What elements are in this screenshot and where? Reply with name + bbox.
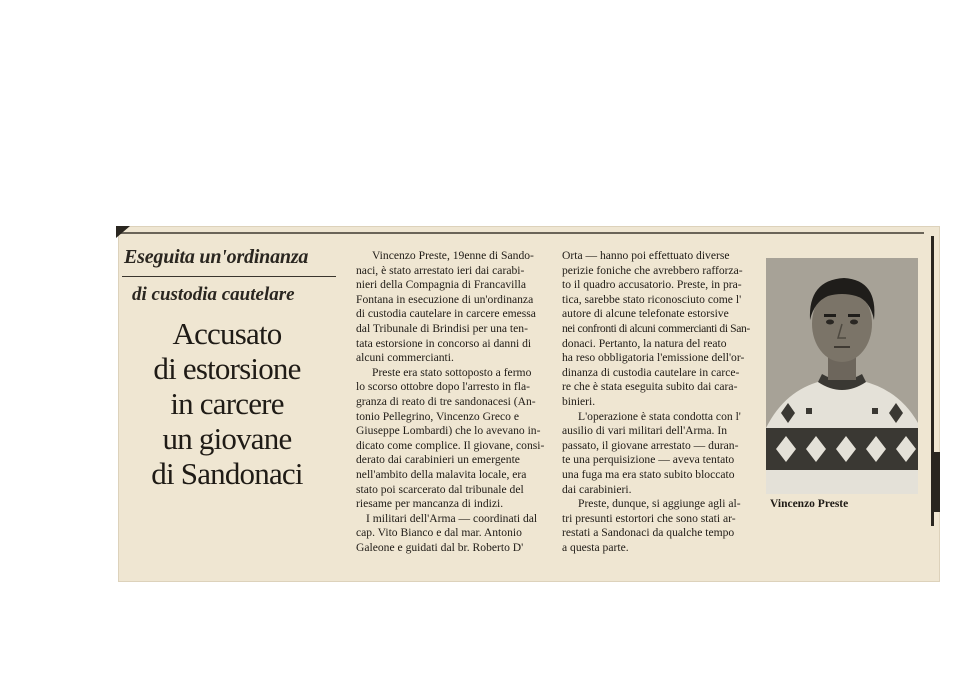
text-line: L'operazione è stata condotta con l' bbox=[578, 409, 741, 423]
kicker-divider bbox=[122, 276, 336, 277]
text-line: stato poi scarcerato dal tribunale del bbox=[356, 482, 524, 496]
article-column-2 bbox=[562, 249, 757, 555]
clipping-right-tab bbox=[932, 452, 940, 512]
text-line: Fontana in esecuzione di un'ordinanza bbox=[356, 292, 534, 306]
text-line: derato dai carabinieri un emergente bbox=[356, 453, 520, 467]
portrait-photo bbox=[766, 258, 918, 494]
text-line: granza di reato di tre sandonacesi (An- bbox=[356, 394, 536, 408]
text-line: dal Tribunale di Brindisi per una ten- bbox=[356, 321, 528, 335]
text-line: una fuga ma era stato subito bloccato bbox=[562, 467, 735, 481]
text-line: autore di alcune telefonate estorsive bbox=[562, 307, 729, 321]
text-line: dicato come complice. Il giovane, consi- bbox=[356, 438, 545, 452]
text-line: lo scorso ottobre dopo l'arresto in fla- bbox=[356, 380, 531, 394]
text-line: tri presunti estortori che sono stati ar- bbox=[562, 511, 736, 525]
article-headline bbox=[124, 316, 330, 491]
text-line: a questa parte. bbox=[562, 540, 629, 554]
headline-line: di Sandonaci bbox=[151, 456, 303, 491]
text-line: Galeone e guidati dal br. Roberto D' bbox=[356, 540, 524, 554]
text-line: restati a Sandonaci da qualche tempo bbox=[562, 526, 735, 540]
text-line: dinanza di custodia cautelare in carce- bbox=[562, 365, 740, 379]
text-line: passato, il giovane arrestato — duran- bbox=[562, 438, 739, 452]
text-line: alcuni commercianti. bbox=[356, 351, 454, 365]
photo-caption: Vincenzo Preste bbox=[770, 498, 849, 510]
headline-line: Accusato bbox=[172, 316, 282, 351]
text-line: Orta — hanno poi effettuato diverse bbox=[562, 249, 730, 262]
text-line: Preste era stato sottoposto a fermo bbox=[372, 365, 532, 379]
text-line: nell'ambito della malavita locale, era bbox=[356, 467, 527, 481]
text-line: nieri della Compagnia di Francavilla bbox=[356, 278, 526, 292]
text-line: Vincenzo Preste, 19enne di Sando- bbox=[372, 249, 534, 262]
text-line: di custodia cautelare in carcere emessa bbox=[356, 307, 536, 321]
headline-line: in carcere bbox=[170, 386, 284, 421]
kicker-line-1: Eseguita un'ordinanza bbox=[124, 246, 309, 268]
clipping-top-rule bbox=[118, 232, 924, 234]
text-line: to il quadro accusatorio. Preste, in pra- bbox=[562, 278, 742, 292]
text-line: nei confronti di alcuni commercianti di San- bbox=[562, 321, 750, 335]
text-line: Preste, dunque, si aggiunge agli al- bbox=[578, 497, 741, 511]
text-line: dai carabinieri. bbox=[562, 482, 632, 496]
headline-line: un giovane bbox=[162, 421, 292, 456]
text-line: naci, è stato arrestato ieri dai carabi- bbox=[356, 263, 525, 277]
text-line: binieri. bbox=[562, 394, 596, 408]
headline-line: di estorsione bbox=[153, 351, 301, 386]
text-line: ausilio di vari militari dell'Arma. In bbox=[562, 424, 728, 438]
text-line: perizie foniche che avrebbero rafforza- bbox=[562, 263, 743, 277]
text-line: re che è stata eseguita subito dai cara- bbox=[562, 380, 738, 394]
clipping-corner-mark bbox=[116, 226, 130, 238]
text-line: I militari dell'Arma — coordinati dal bbox=[366, 511, 538, 525]
text-line: ha reso obbligatoria l'emissione dell'or- bbox=[562, 351, 745, 365]
text-line: tata estorsione in concorso ai danni di bbox=[356, 336, 532, 350]
text-line: te una perquisizione — aveva tentato bbox=[562, 453, 735, 467]
text-line: riesame per mancanza di indizi. bbox=[356, 497, 504, 511]
kicker-line-2: di custodia cautelare bbox=[132, 284, 295, 305]
text-line: donaci. Pertanto, la natura del reato bbox=[562, 336, 727, 350]
text-line: tica, sarebbe stato riconosciuto come l' bbox=[562, 292, 742, 306]
text-line: Giuseppe Lombardi) che lo avevano in- bbox=[356, 424, 541, 438]
portrait-illustration bbox=[766, 258, 918, 494]
article-column-1 bbox=[356, 249, 548, 555]
text-line: tonio Pellegrino, Vincenzo Greco e bbox=[356, 409, 519, 423]
text-line: cap. Vito Bianco e dal mar. Antonio bbox=[356, 526, 522, 540]
